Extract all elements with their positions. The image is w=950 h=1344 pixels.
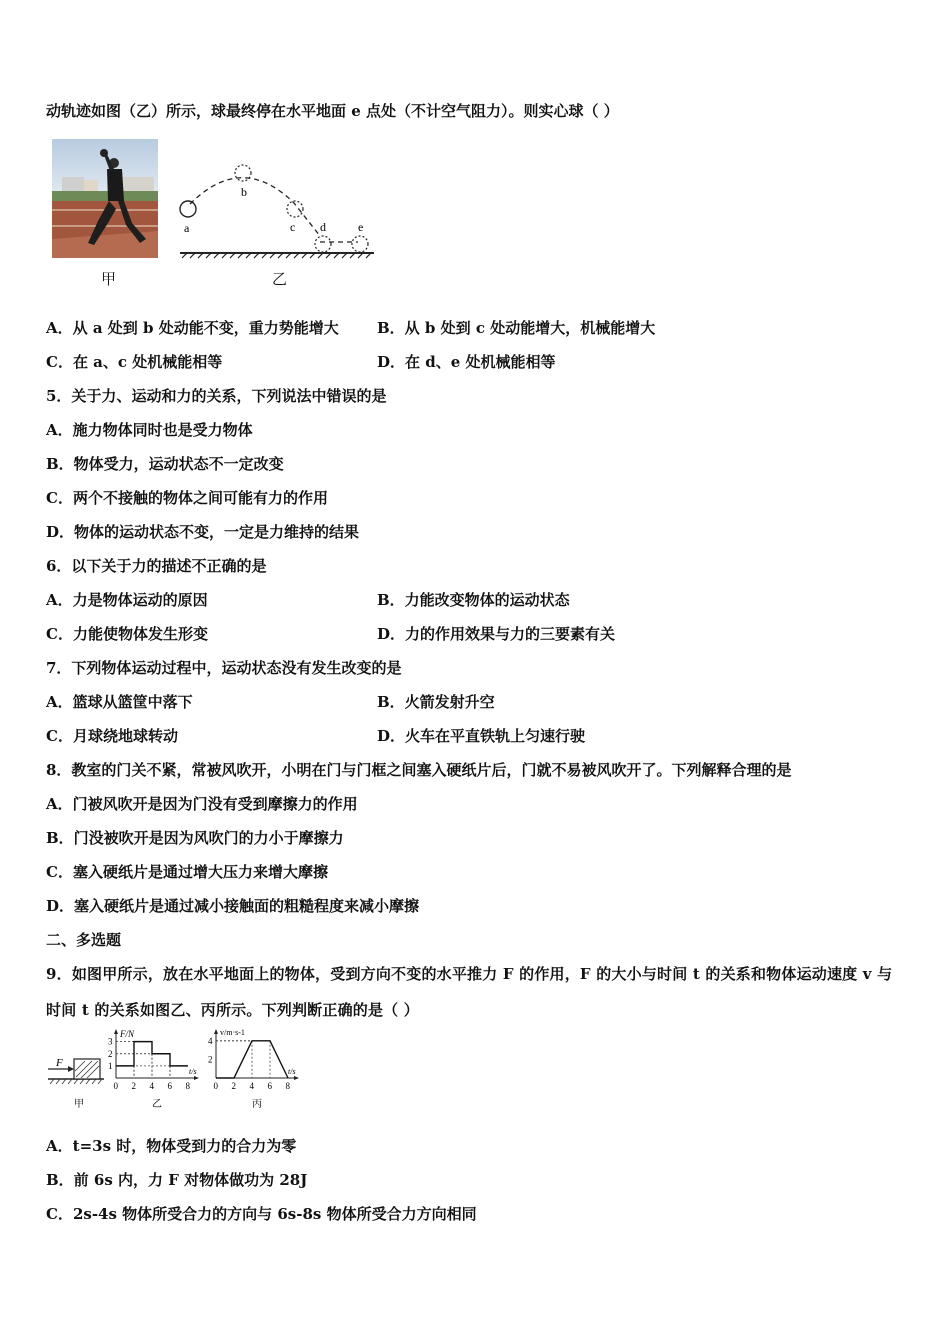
v-graph-x-tick: 8 (285, 1081, 290, 1091)
fig-jia (48, 1057, 104, 1110)
caption-bing: 丙 (252, 1099, 262, 1110)
f-axis-label: F/N (120, 1029, 135, 1039)
force-arrowhead (68, 1066, 74, 1072)
trajectory-path (190, 178, 320, 236)
section-title-multi-choice: 二、多选题 (46, 931, 122, 949)
caption-yi: 乙 (152, 1099, 162, 1110)
q4-option-d: D．在 d、e 处机械能相等 (377, 353, 556, 371)
q7-option-a: A．篮球从篮筐中落下 (46, 693, 193, 711)
v-graph-x-tick: 0 (213, 1081, 218, 1091)
q4-trajectory-diagram (174, 158, 380, 262)
label-a: a (184, 221, 190, 235)
label-d: d (320, 220, 326, 234)
q7-option-d: D．火车在平直铁轨上匀速行驶 (377, 727, 586, 745)
q7-option-c: C．月球绕地球转动 (46, 727, 178, 745)
ball-e (352, 236, 368, 252)
f-graph-x-tick: 6 (167, 1081, 172, 1091)
v-axis-label: v/m·s-1 (220, 1028, 245, 1037)
label-c: c (290, 220, 296, 234)
q5-stem: 5．关于力、运动和力的关系，下列说法中错误的是 (46, 387, 387, 405)
q8-option-b: B．门没被吹开是因为风吹门的力小于摩擦力 (46, 829, 344, 847)
label-e: e (358, 220, 364, 234)
ball-a (180, 201, 196, 217)
q4-option-b: B．从 b 处到 c 处动能增大，机械能增大 (377, 319, 656, 337)
v-graph-x-tick: 6 (267, 1081, 272, 1091)
q8-stem: 8．教室的门关不紧，常被风吹开，小明在门与门框之间塞入硬纸片后，门就不易被风吹开了。下列解释合理的是 (46, 761, 792, 779)
q9-option-a: A．t=3s 时，物体受到力的合力为零 (46, 1137, 297, 1155)
fig-yi-force-time-graph (108, 1029, 199, 1110)
f-graph-x-tick: 8 (185, 1081, 190, 1091)
f-graph-y-tick: 3 (108, 1036, 113, 1047)
f-graph-x-tick: 0 (113, 1081, 118, 1091)
f-t-axis-label: t/s (189, 1067, 197, 1076)
v-t-axis-label: t/s (288, 1067, 296, 1076)
ball-d (315, 236, 331, 252)
q4-stem-end: 动轨迹如图（乙）所示，球最终停在水平地面 e 点处（不计空气阻力）。则实心球（ ） (46, 102, 619, 120)
v-graph-y-tick: 2 (208, 1054, 213, 1065)
f-graph-y-tick: 2 (108, 1048, 113, 1059)
caption-jia: 甲 (74, 1099, 84, 1110)
label-b: b (241, 185, 247, 199)
v-graph-x-tick: 2 (231, 1081, 236, 1091)
q4-caption-yi: 乙 (272, 270, 288, 288)
q9-figure (44, 1026, 306, 1116)
q4-photo-thrower (52, 139, 158, 258)
q5-option-b: B．物体受力，运动状态不一定改变 (46, 455, 284, 473)
v-graph-y-tick: 4 (208, 1035, 213, 1046)
q9-option-c: C．2s-4s 物体所受合力的方向与 6s-8s 物体所受合力方向相同 (46, 1205, 477, 1223)
q6-option-c: C．力能使物体发生形变 (46, 625, 208, 643)
q5-option-d: D．物体的运动状态不变，一定是力维持的结果 (46, 523, 360, 541)
f-graph-y-tick: 1 (108, 1060, 113, 1071)
q8-option-d: D．塞入硬纸片是通过减小接触面的粗糙程度来减小摩擦 (46, 897, 420, 915)
q4-caption-jia: 甲 (101, 270, 117, 288)
q6-stem: 6．以下关于力的描述不正确的是 (46, 557, 267, 575)
q4-option-a: A．从 a 处到 b 处动能不变，重力势能增大 (46, 319, 339, 337)
f-graph-x-tick: 4 (149, 1081, 154, 1091)
q8-option-c: C．塞入硬纸片是通过增大压力来增大摩擦 (46, 863, 328, 881)
q9-stem: 9．如图甲所示，放在水平地面上的物体，受到方向不变的水平推力 F 的作用，F 的大小与时间 t 的关系和物体运动速度 v 与时间 t 的关系如图乙、丙所示。下列判断正确的是（ ） (46, 965, 893, 1019)
q7-stem: 7．下列物体运动过程中，运动状态没有发生改变的是 (46, 659, 402, 677)
fig-bing-velocity-time-graph (208, 1028, 299, 1110)
q6-option-a: A．力是物体运动的原因 (46, 591, 208, 609)
q8-option-a: A．门被风吹开是因为门没有受到摩擦力的作用 (46, 795, 358, 813)
v-graph-x-tick: 4 (249, 1081, 254, 1091)
force-label: F (56, 1057, 63, 1069)
q5-option-c: C．两个不接触的物体之间可能有力的作用 (46, 489, 328, 507)
q7-option-b: B．火箭发射升空 (377, 693, 495, 711)
f-graph-x-tick: 2 (131, 1081, 136, 1091)
q6-option-d: D．力的作用效果与力的三要素有关 (377, 625, 616, 643)
q4-option-c: C．在 a、c 处机械能相等 (46, 353, 223, 371)
q6-option-b: B．力能改变物体的运动状态 (377, 591, 570, 609)
q9-option-b: B．前 6s 内，力 F 对物体做功为 28J (46, 1171, 308, 1189)
q5-option-a: A．施力物体同时也是受力物体 (46, 421, 253, 439)
